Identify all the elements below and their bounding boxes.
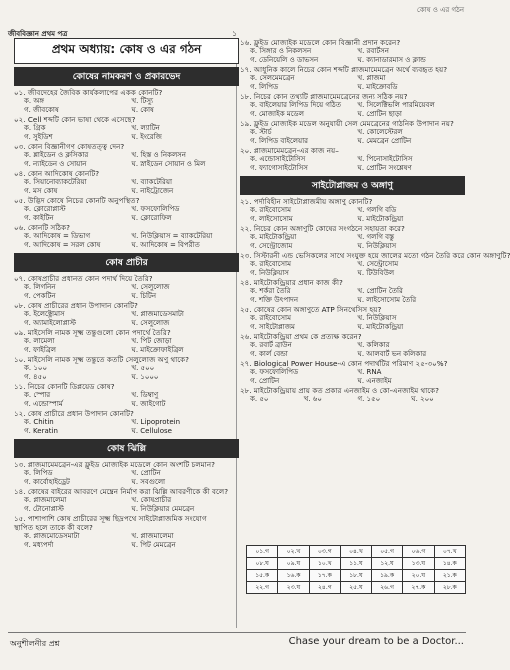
answer-cell: ১৭.ক bbox=[309, 570, 340, 582]
question: ০১. জীবদেহের জৈবিক কার্যকলাপের একক কোনটি? bbox=[14, 88, 163, 97]
options bbox=[14, 205, 239, 223]
options bbox=[14, 364, 239, 382]
question-continued: স্থাপিত হলে তাকে কী বলে? bbox=[14, 523, 93, 532]
option: ঘ. প্রোটিন সংশ্লেষণ bbox=[357, 164, 412, 172]
option: ক. লিগনিন bbox=[24, 283, 56, 291]
option: ক. Chitin bbox=[24, 418, 54, 426]
question: ২৬. মাইটোকন্ড্রিয়া প্রথম কে প্রত্যক্ষ করেন? bbox=[240, 332, 362, 341]
question: ০৮. কোষ প্রাচীরের প্রধান উপাদান কোনটি? bbox=[14, 301, 138, 310]
question: ০৫. উদ্ভিদ কোষে নিচের কোনটি অনুপস্থিত? bbox=[14, 196, 140, 205]
option: খ. ৫০০ bbox=[131, 364, 155, 372]
option: ঘ. টিউবিউল bbox=[357, 269, 395, 277]
options bbox=[240, 128, 465, 146]
option: গ. মোজাইক মডেল bbox=[250, 110, 304, 118]
option: গ. ফ্যাগোসাইটোসিস bbox=[250, 164, 308, 172]
option: গ. কাইটিন bbox=[24, 214, 54, 222]
option: গ. সুইডিশ bbox=[24, 133, 53, 141]
option: গ. প্রোটিন bbox=[250, 377, 280, 385]
footer-slogan: Chase your dream to be a Doctor... bbox=[288, 636, 464, 647]
table-row bbox=[247, 570, 466, 582]
option: গ. ডেনিয়েলি ও ডাভসন bbox=[250, 56, 319, 64]
question: ২৫. কোষের কোন অঙ্গাণুতে ATP সিনথেসিস হয়? bbox=[240, 305, 382, 314]
option: খ. প্লাজমা bbox=[357, 74, 386, 82]
option: ক. প্লাজমালেমা bbox=[24, 496, 67, 504]
option: গ. লিপিড বাইলেয়ার bbox=[250, 137, 308, 145]
option: খ. গলগি বস্তু bbox=[357, 233, 395, 241]
option: ঘ. প্রোটিন ছাড়া bbox=[357, 110, 402, 118]
subject-label: জীববিজ্ঞান প্রথম পত্র bbox=[8, 30, 68, 38]
answer-cell: ১৬.ক bbox=[278, 570, 309, 582]
options bbox=[14, 532, 239, 550]
answer-cell: ০৮.ঘ bbox=[247, 558, 278, 570]
answer-cell: ০৫.গ bbox=[371, 546, 402, 558]
option: গ. পেকটিন bbox=[24, 292, 56, 300]
question: ১৩. প্লাজমামেমব্রেন-এর ফ্লুইড মোজাইক মডেলে কোন অংশটি চলমান? bbox=[14, 460, 215, 469]
option: ঘ. মেমব্রেন প্রোটিন bbox=[357, 137, 412, 145]
option: খ. প্লাজমালেমা bbox=[131, 532, 174, 540]
option: খ. ব্যাকটেরিয়া bbox=[131, 178, 173, 186]
option: খ. নিউক্লিয়াস bbox=[357, 314, 397, 322]
option: ঘ. পিট মেমব্রেন bbox=[131, 541, 176, 549]
table-row bbox=[247, 546, 466, 558]
options bbox=[14, 391, 239, 409]
table-row bbox=[247, 582, 466, 594]
option: গ. অ্যামাইলোপ্লাস্ট bbox=[24, 319, 76, 327]
option: ঘ. আদিকোষ = বিপরীত bbox=[131, 241, 200, 249]
option: ঘ. মাইক্রোফাইব্রিল bbox=[131, 346, 184, 354]
option: খ. প্রোটিন bbox=[131, 469, 161, 477]
answer-cell: ১৮.ঘ bbox=[341, 570, 372, 582]
options bbox=[240, 314, 465, 332]
option: ক. স্পোর bbox=[24, 391, 51, 399]
header-right: কোষ ও এর গঠন bbox=[416, 6, 464, 14]
question: ২১. পর্দাবিহীন সাইটোপ্লাজমীয় অঙ্গাণু কোনটি? bbox=[240, 197, 373, 206]
option: ক. বাইলেয়ার লিপিড দিয়ে গঠিত bbox=[250, 101, 341, 109]
option: ঘ. মাইটোকন্ড্রিয়া bbox=[357, 323, 404, 331]
option: ক. মাইটোকন্ড্রিয়া bbox=[250, 233, 297, 241]
option: খ. ল্যাটিন bbox=[131, 124, 160, 132]
option: ক. ফসফোলিপিড bbox=[250, 368, 299, 376]
options bbox=[240, 341, 465, 359]
option: ক. সেলমেমব্রেন bbox=[250, 74, 295, 82]
answer-cell: ১৪.ক bbox=[434, 558, 465, 570]
option: ঘ. স্নাইডেন সোয়ান ও মিল bbox=[131, 160, 206, 168]
answer-cell: ১২.ঘ bbox=[371, 558, 402, 570]
question: ১২. কোষ প্রাচীরে প্রধান উপাদান কোনটি? bbox=[14, 409, 134, 418]
option: ক. সিয়ানোব্যাকটেরিয়া bbox=[24, 178, 87, 186]
answer-cell: ২২.গ bbox=[247, 582, 278, 594]
option: খ. RNA bbox=[357, 368, 382, 376]
option: ঘ. ১০০০ bbox=[131, 373, 159, 381]
option: ঘ. লাইসোসোম তৈরি bbox=[357, 296, 417, 304]
answer-cell: ১৩.ঘ bbox=[403, 558, 434, 570]
option: ঘ. ক্লোরোফিল bbox=[131, 214, 172, 222]
table-row bbox=[247, 558, 466, 570]
question: ১৬. ফ্লুইড মোজাইক মডেলে কোন বিজ্ঞানী প্রদান করেন? bbox=[240, 38, 401, 47]
option: ঘ. Cellulose bbox=[131, 427, 172, 435]
option: খ. কলিকার bbox=[357, 341, 390, 349]
option: গ. লিপিড bbox=[250, 83, 279, 91]
answer-cell: ১১.ঘ bbox=[341, 558, 372, 570]
option: খ. প্রোটিন তৈরি bbox=[357, 287, 403, 295]
question: ২৪. মাইটোকন্ড্রিয়ার প্রধান কাজ কী? bbox=[240, 278, 343, 287]
option: ঘ. ক্যানাডারমাস ও ক্লান্ড bbox=[357, 56, 426, 64]
answer-cell: ১০.খ bbox=[309, 558, 340, 570]
answer-cell: ২৪.গ bbox=[309, 582, 340, 594]
option: ঘ. ইংরেজি bbox=[131, 133, 162, 141]
options bbox=[240, 368, 465, 386]
chapter-title: প্রথম অধ্যায়: কোষ ও এর গঠন bbox=[14, 38, 239, 64]
option: ঘ. নাইট্রোজেন bbox=[131, 187, 174, 195]
option: ঘ. মাইক্রোবডি bbox=[357, 83, 398, 91]
answer-cell: ১৯.ক bbox=[371, 570, 402, 582]
footer-left-text: অনুশীলনীর প্রশ্ন bbox=[10, 639, 60, 648]
option: ঘ. নিউক্লিয়াস bbox=[357, 242, 397, 250]
options bbox=[240, 395, 465, 404]
option: খ. প্লাজমাডেসমাটা bbox=[131, 310, 184, 318]
answer-cell: ০১.গ bbox=[247, 546, 278, 558]
answer-cell: ২৬.গ bbox=[371, 582, 402, 594]
option: খ. রবার্টসন bbox=[357, 47, 389, 55]
option: ক. শ্লাইডেন ও ক্লসিকার bbox=[24, 151, 89, 159]
option: খ. ফসফোলিপিড bbox=[131, 205, 180, 213]
option: খ. কোষপ্রাচীর bbox=[131, 496, 172, 504]
option: ঘ. মাইটোকন্ড্রিয়া bbox=[357, 215, 404, 223]
option: গ. সাইটোপ্লাজম bbox=[250, 323, 295, 331]
options bbox=[14, 283, 239, 301]
option: ক. লিপিড bbox=[24, 469, 53, 477]
options bbox=[240, 47, 465, 65]
answer-cell: ০৯.ঘ bbox=[278, 558, 309, 570]
answer-cell: ০৬.গ bbox=[403, 546, 434, 558]
answer-cell: ০৩.গ bbox=[309, 546, 340, 558]
option: ঘ. ২০০ bbox=[411, 395, 434, 403]
question: ২৭. Biological Power House-এ কোন পদার্থটির পরিমাণ ২৫-৩০%? bbox=[240, 359, 448, 368]
footer-divider bbox=[8, 632, 466, 633]
question: ১৯. ফ্লুইড মোজাইক মডেল অনুযায়ী সেল মেমব্রেনের গাঠনিক উপাদান নয়? bbox=[240, 119, 454, 128]
question: ১৪. কোষের বাইরের আবরণে মেম্ব্রেন নির্মাণ করা ঝিল্লি আবরণীকে কী বলে? bbox=[14, 487, 229, 496]
option: ক. প্লাজমোডেসমাটা bbox=[24, 532, 80, 540]
option: ঘ. সেলুলোজ bbox=[131, 319, 170, 327]
question: ১০. মাইসেলি নামক সূক্ষ্ম তন্তুতে কতটি সেলুলোজ অণু থাকে? bbox=[14, 355, 189, 364]
option: ঘ. নিউক্লিয়ার মেমব্রেন bbox=[131, 505, 195, 513]
options bbox=[14, 469, 239, 487]
question: ১৮. নিচের কোন তথ্যটি প্লাজমামেমব্রেনের জন্য সঠিক নয়? bbox=[240, 92, 408, 101]
option: গ. এন্ডোস্পার্ম bbox=[24, 400, 63, 408]
option: ঘ. আলবার্ট ভন কলিকার bbox=[357, 350, 427, 358]
options bbox=[240, 155, 465, 173]
option: গ. মধ্যপর্দা bbox=[24, 541, 54, 549]
option: গ. ৪৫০ bbox=[24, 373, 47, 381]
option: ঘ. এনজাইম bbox=[357, 377, 392, 385]
options bbox=[14, 337, 239, 355]
option: খ. গলগি বডি bbox=[357, 206, 397, 214]
option: গ. লাইসোসোম bbox=[250, 215, 293, 223]
option: খ. সেন্ট্রোসোম bbox=[357, 260, 399, 268]
option: ক. ৫০ bbox=[250, 395, 269, 403]
option: খ. ডিম্বাণু bbox=[131, 391, 159, 399]
option: গ. ১৫০ bbox=[357, 395, 381, 403]
options bbox=[240, 101, 465, 119]
option: খ. সেলুলোজ bbox=[131, 283, 170, 291]
answer-cell: ২১.ক bbox=[434, 570, 465, 582]
option: গ. নিউক্লিয়াস bbox=[250, 269, 289, 277]
question: ০২. Cell শব্দটি কোন ভাষা থেকে এসেছে? bbox=[14, 115, 136, 124]
option: খ. পিনোসাইটোসিস bbox=[357, 155, 413, 163]
option: খ. টিস্যু bbox=[131, 97, 154, 105]
option: ক. রাইবোসোম bbox=[250, 314, 291, 322]
options bbox=[14, 97, 239, 115]
option: খ. Lipoprotein bbox=[131, 418, 181, 426]
option: গ. আদিকোষ = সরল কোষ bbox=[24, 241, 101, 249]
option: ক. স্টার্চ bbox=[250, 128, 272, 136]
option: ক. ক্লোরোপ্লাস্ট bbox=[24, 205, 66, 213]
question: ১৭. আধুনিক কালে নিচের কোন শব্দটি প্লাজমামেমব্রেন অর্থে ব্যবহৃত হয়? bbox=[240, 65, 448, 74]
option: ক. অঙ্গ bbox=[24, 97, 45, 105]
options bbox=[14, 310, 239, 328]
options bbox=[14, 151, 239, 169]
option: গ. ন্যাইডেন ও সোয়ান bbox=[24, 160, 87, 168]
option: ক. আদিকোষ = ডিভাগ bbox=[24, 232, 91, 240]
options bbox=[240, 233, 465, 251]
section-heading: কোষ ঝিল্লি bbox=[14, 439, 239, 458]
question: ০৬. কোনটি সঠিক? bbox=[14, 223, 70, 232]
right-column bbox=[240, 38, 510, 404]
question: ০৪. কোন আদিকোষ কোনটি? bbox=[14, 169, 100, 178]
question: ২৮. মাইটোকন্ড্রিয়ায় প্রায় কত প্রকার এনজাইম ও কো-এনজাইম থাকে? bbox=[240, 386, 439, 395]
question: ০৭. কোষপ্রাচীর প্রধানত কোন পদার্থ দিয়ে তৈরি? bbox=[14, 274, 153, 283]
option: খ. কোলেস্টেরল bbox=[357, 128, 403, 136]
answer-cell: ০২.খ bbox=[278, 546, 309, 558]
question: ২২. নিচের কোন অঙ্গাণুটি কোষের সংগঠনে সহায়তা করে? bbox=[240, 224, 405, 233]
option: গ. ফাইব্রিল bbox=[24, 346, 57, 354]
answer-key-table bbox=[246, 545, 466, 594]
options bbox=[14, 178, 239, 196]
question: ০৩. কোন বিজ্ঞানীগণ কোষতত্ত্ব দেন? bbox=[14, 142, 125, 151]
answer-cell: ২৮.ক bbox=[434, 582, 465, 594]
options bbox=[240, 206, 465, 224]
option: খ. নিউক্লিয়াস = ব্যাকটেরিয়া bbox=[131, 232, 213, 240]
option: গ. সেন্ট্রোজোম bbox=[250, 242, 293, 250]
option: ঘ. চিটিন bbox=[131, 292, 157, 300]
options bbox=[14, 418, 239, 436]
question: ২০. প্লাজমামেমব্রেন-এর কাজ নয়– bbox=[240, 146, 339, 155]
option: গ. কার্বোহাইড্রেট bbox=[24, 478, 70, 486]
option: গ. শক্তি উৎপাদন bbox=[250, 296, 299, 304]
section-heading: সাইটোপ্লাজম ও অঙ্গাণু bbox=[240, 176, 465, 195]
option: খ. ৬০ bbox=[303, 395, 322, 403]
question: ২৩. সিস্টারনী এন্ড ভেসিকলের সাথে সংযুক্ত হয়ে জালের মতো গঠন তৈরি করে কোন অঙ্গাণুটি? bbox=[240, 251, 510, 260]
options bbox=[14, 124, 239, 142]
option: ক. রাইবোসোম bbox=[250, 206, 291, 214]
option: ক. রবার্ট ব্রাউন bbox=[250, 341, 292, 349]
option: গ. জীবকোষ bbox=[24, 106, 59, 114]
answer-cell: ২৩.ঘ bbox=[278, 582, 309, 594]
option: খ. হিস্ত ও নিকলসন bbox=[131, 151, 186, 159]
options bbox=[240, 260, 465, 278]
option: ক. গ্রিক bbox=[24, 124, 46, 132]
option: ক. শর্করা তৈরি bbox=[250, 287, 291, 295]
options bbox=[240, 74, 465, 92]
answer-cell: ২৫.ঘ bbox=[341, 582, 372, 594]
option: ঘ. কোষ bbox=[131, 106, 154, 114]
option: গ. কার্ল বেন্ডা bbox=[250, 350, 288, 358]
answer-cell: ২৭.ক bbox=[403, 582, 434, 594]
option: খ. সিলেক্টিভলি পারমিয়েবল bbox=[357, 101, 435, 109]
option: ঘ. জাইগোট bbox=[131, 400, 166, 408]
option: খ. পিট জোড়া bbox=[131, 337, 172, 345]
option: ক. এন্ডোসাইটোসিস bbox=[250, 155, 306, 163]
option: ক. সিঙ্গার ও নিকলসন bbox=[250, 47, 312, 55]
question: ১৫. পাশাপাশি কোষ প্রাচীরের সূক্ষ্ম ছিদ্রপথে সাইটোপ্লাজমিক সংযোগ bbox=[14, 514, 207, 523]
option: ক. ১০০ bbox=[24, 364, 47, 372]
options bbox=[14, 232, 239, 250]
option: গ. টোনোপ্লাস্ট bbox=[24, 505, 64, 513]
section-heading: কোষের নামকরণ ও প্রকারভেদ bbox=[14, 67, 239, 86]
option: ক. লামেলা bbox=[24, 337, 55, 345]
question: ০৯. মাইসেলি নামক সূক্ষ্ম তন্তুগুলো কোন পদার্থে তৈরি? bbox=[14, 328, 171, 337]
answer-cell: ১৫.ক bbox=[247, 570, 278, 582]
option: গ. Keratin bbox=[24, 427, 58, 435]
answer-cell: ২০.ঘ bbox=[403, 570, 434, 582]
options bbox=[14, 496, 239, 514]
left-column bbox=[14, 38, 239, 550]
answer-cell: ০৭.খ bbox=[434, 546, 465, 558]
option: ক. ইলেক্ট্রোমাস bbox=[24, 310, 65, 318]
answer-cell: ০৪.খ bbox=[341, 546, 372, 558]
page-number: ১ bbox=[232, 29, 238, 38]
options bbox=[240, 287, 465, 305]
option: ঘ. সবগুলো bbox=[131, 478, 166, 486]
option: গ. মস কোষ bbox=[24, 187, 58, 195]
option: ক. রাইবোসোম bbox=[250, 260, 291, 268]
section-heading: কোষ প্রাচীর bbox=[14, 253, 239, 272]
question: ১১. নিচের কোনটি ডিপ্লয়েড কোষ? bbox=[14, 382, 115, 391]
